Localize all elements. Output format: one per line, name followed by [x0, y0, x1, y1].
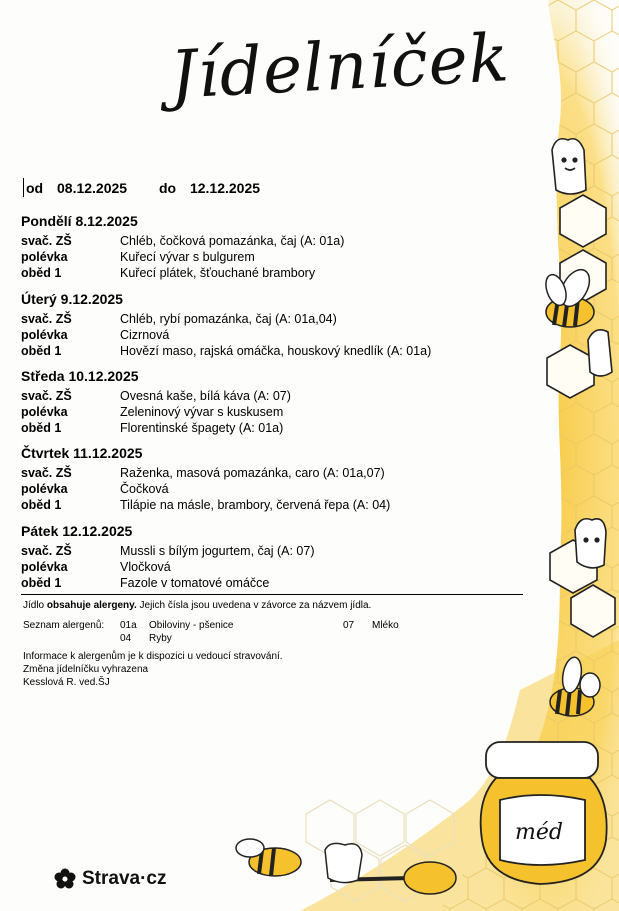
allergen-name: Ryby — [149, 633, 172, 644]
meal-name: Cizrnová — [120, 328, 170, 342]
menu-row — [21, 559, 541, 575]
meal-type: svač. ZŠ — [21, 312, 72, 326]
allergen-name: Mléko — [372, 620, 399, 631]
allergen-name: Obiloviny - pšenice — [149, 620, 234, 631]
meal-type: polévka — [21, 405, 68, 419]
meal-type: svač. ZŠ — [21, 234, 72, 248]
meal-type: oběd 1 — [21, 421, 62, 435]
meal-type: svač. ZŠ — [21, 466, 72, 480]
info-line: Informace k alergenům je k dispozici u vedoucí stravování. — [23, 651, 283, 662]
menu-row — [21, 388, 541, 404]
flower-icon — [54, 868, 76, 890]
meal-type: svač. ZŠ — [21, 544, 72, 558]
meal-type: oběd 1 — [21, 344, 62, 358]
meal-name: Florentinské špagety (A: 01a) — [120, 421, 284, 435]
meal-type: polévka — [21, 250, 68, 264]
divider — [21, 594, 523, 595]
meal-name: Chléb, rybí pomazánka, čaj (A: 01a,04) — [120, 312, 337, 326]
meal-name: Kuřecí plátek, šťouchané brambory — [120, 266, 316, 280]
menu-row — [21, 265, 541, 281]
info-line: Kesslová R. ved.ŠJ — [23, 677, 110, 688]
meal-type: oběd 1 — [21, 498, 62, 512]
meal-name: Raženka, masová pomazánka, caro (A: 01a,07) — [120, 466, 385, 480]
allergen-list-label: Seznam alergenů: — [23, 620, 105, 631]
allergen-code: 01a — [120, 620, 137, 631]
meal-name: Vločková — [120, 560, 171, 574]
menu-row — [21, 327, 541, 343]
menu-row — [21, 404, 541, 420]
meal-type: polévka — [21, 328, 68, 342]
meal-type: oběd 1 — [21, 266, 62, 280]
info-line: Změna jídelníčku vyhrazena — [23, 664, 149, 675]
meal-name: Fazole v tomatové omáčce — [120, 576, 270, 590]
allergen-code: 07 — [343, 620, 355, 631]
day-tuesday — [21, 291, 541, 359]
meal-type: polévka — [21, 560, 68, 574]
date-range — [23, 180, 260, 196]
meal-name: Chléb, čočková pomazánka, čaj (A: 01a) — [120, 234, 345, 248]
strava-logo — [54, 868, 167, 890]
menu-row — [21, 543, 541, 559]
allergen-note — [23, 599, 371, 612]
menu-row — [21, 311, 541, 327]
allergen-code: 04 — [120, 633, 132, 644]
menu-row — [21, 249, 541, 265]
meal-name: Tilápie na másle, brambory, červená řepa (A: 04) — [120, 498, 391, 512]
day-thursday — [21, 445, 541, 513]
day-title: Středa 10.12.2025 — [21, 368, 139, 384]
day-title: Pátek 12.12.2025 — [21, 523, 133, 539]
allergen-note-prefix: Jídlo — [23, 600, 47, 611]
meal-name: Kuřecí vývar s bulgurem — [120, 250, 255, 264]
menu-row — [21, 575, 541, 591]
menu-row — [21, 343, 541, 359]
menu-row — [21, 465, 541, 481]
logo-text: Strava·cz — [82, 868, 167, 889]
to-date: 12.12.2025 — [189, 180, 261, 196]
menu-row — [21, 233, 541, 249]
allergen-note-suffix: Jejich čísla jsou uvedena v závorce za názvem jídla. — [136, 600, 372, 611]
menu-row — [21, 497, 541, 513]
day-wednesday — [21, 368, 541, 436]
day-title: Pondělí 8.12.2025 — [21, 213, 138, 229]
day-title: Úterý 9.12.2025 — [21, 291, 123, 307]
from-date: 08.12.2025 — [57, 180, 128, 196]
meal-name: Mussli s bílým jogurtem, čaj (A: 07) — [120, 544, 315, 558]
day-monday — [21, 213, 541, 281]
jar-label: méd — [515, 820, 563, 845]
allergen-note-bold: obsahuje alergeny. — [46, 600, 137, 611]
menu-row — [21, 420, 541, 436]
to-label: do — [158, 180, 177, 196]
meal-name: Čočková — [120, 482, 169, 496]
from-label: od — [26, 180, 44, 196]
meal-name: Zeleninový vývar s kuskusem — [120, 405, 284, 419]
menu-row — [21, 481, 541, 497]
meal-type: svač. ZŠ — [21, 389, 72, 403]
meal-name: Ovesná kaše, bílá káva (A: 07) — [120, 389, 291, 403]
meal-type: polévka — [21, 482, 68, 496]
page-title: Jídelníček — [168, 19, 512, 114]
day-friday — [21, 523, 541, 591]
meal-type: oběd 1 — [21, 576, 62, 590]
meal-name: Hovězí maso, rajská omáčka, houskový knedlík (A: 01a) — [120, 344, 432, 358]
day-title: Čtvrtek 11.12.2025 — [21, 445, 143, 461]
